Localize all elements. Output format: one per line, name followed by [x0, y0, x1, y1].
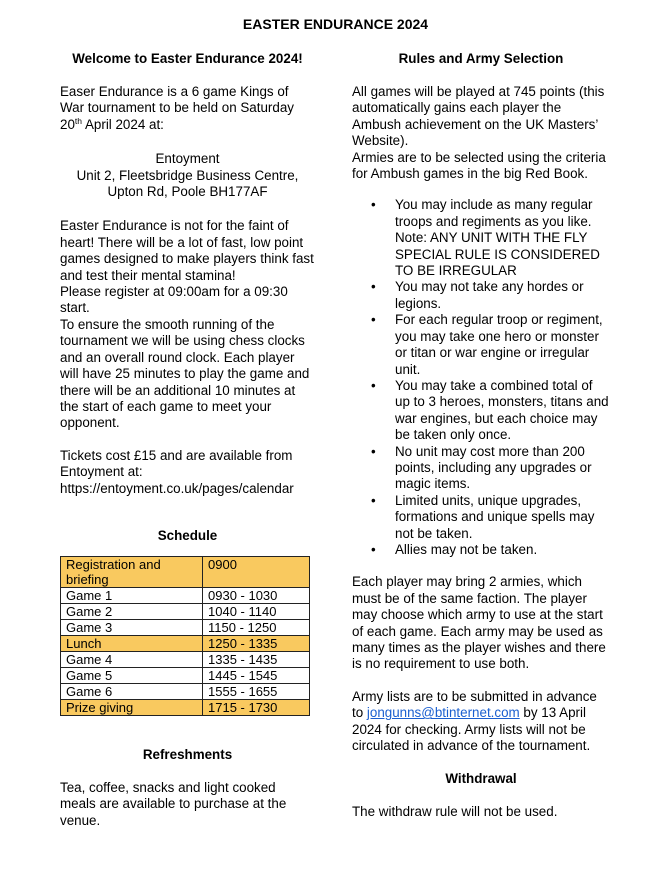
schedule-time: 1715 - 1730	[203, 699, 310, 715]
refreshments-heading: Refreshments	[142, 746, 233, 762]
email-link[interactable]: jongunns@btinternet.com	[366, 705, 520, 721]
tickets-paragraph: Tickets cost £15 and are available from Entoyment at:	[60, 447, 293, 480]
welcome-heading: Welcome to Easter Endurance 2024!	[72, 51, 303, 66]
schedule-time: 1250 - 1335	[203, 635, 310, 651]
schedule-row	[61, 603, 310, 619]
intro-text: Easer Endurance is a 6 game Kings of War tournament to be held on Saturday 20	[60, 84, 294, 132]
schedule-time: 1335 - 1435	[203, 651, 310, 667]
schedule-time: 1150 - 1250	[203, 619, 310, 635]
schedule-row	[61, 556, 310, 587]
list-item: • You may include as many regular troops and regiments as you like. Note: ANY UNIT WITH THE FLY SPECIAL RULE IS CONSIDERED TO BE IRREGULAR	[395, 197, 610, 279]
refreshments-paragraph: Tea, coffee, snacks and light cooked meals are available to purchase at the venue.	[60, 779, 287, 828]
intro-date-text: April 2024 at:	[82, 116, 164, 132]
withdrawal-paragraph: The withdraw rule will not be used.	[352, 804, 558, 820]
schedule-item: Registration and briefing	[61, 556, 203, 587]
schedule-row	[61, 651, 310, 667]
schedule-row	[61, 635, 310, 651]
list-item: • Limited units, unique upgrades, formations and unique spells may not be taken.	[395, 493, 610, 542]
venue-line-2: Upton Rd, Poole BH177AF	[107, 184, 268, 200]
venue-name: Entoyment	[155, 151, 220, 167]
schedule-time: 1040 - 1140	[203, 603, 310, 619]
schedule-item: Game 1	[61, 587, 203, 603]
page-title: EASTER ENDURANCE 2024	[242, 16, 429, 32]
schedule-time: 1555 - 1655	[203, 683, 310, 699]
rules-heading: Rules and Army Selection	[398, 51, 564, 66]
venue-address	[60, 151, 315, 200]
army-lists-paragraph	[352, 689, 610, 755]
schedule-row	[61, 699, 310, 715]
schedule-item: Game 2	[61, 603, 203, 619]
register-paragraph: Please register at 09:00am for a 09:30 start.	[60, 284, 288, 316]
schedule-item: Game 5	[61, 667, 203, 683]
points-paragraph: All games will be played at 745 points (this automatically gains each player the Ambush achievement on the UK Masters’ Website).	[352, 84, 605, 149]
list-item: • You may not take any hordes or legions.	[395, 279, 610, 312]
schedule-time: 1445 - 1545	[203, 667, 310, 683]
schedule-time: 0930 - 1030	[203, 587, 310, 603]
schedule-time: 0900	[203, 556, 310, 587]
army-lists-deadline-text: by 13 April 2024 for checking. Army lists will not be circulated in advance of the tournament.	[352, 705, 591, 754]
schedule-row	[61, 587, 310, 603]
army-lists-text: Army lists are to be submitted in advance to	[352, 688, 597, 721]
list-item: • No unit may cost more than 200 points, including any upgrades or magic items.	[395, 444, 610, 493]
tickets-url: https://entoyment.co.uk/pages/calendar	[60, 480, 294, 496]
schedule-row	[61, 683, 310, 699]
intro-ordinal: th	[74, 115, 82, 126]
schedule-heading: Schedule	[157, 527, 218, 543]
list-item: • For each regular troop or regiment, you may take one hero or monster or titan or war engine or irregular unit.	[395, 312, 610, 378]
schedule-item: Game 4	[61, 651, 203, 667]
armies-selected-paragraph: Armies are to be selected using the criteria for Ambush games in the big Red Book.	[352, 149, 606, 182]
faint-heart-paragraph: Easter Endurance is not for the faint of heart! There will be a lot of fast, low point games designed to make players think fast and test their mental stamina!	[60, 218, 314, 283]
smooth-running-paragraph: To ensure the smooth running of the tournament we will be using chess clocks and an overall round clock. Each player will have 25 minutes to play the game and there will be an additional 10 minutes at the start of each game to meet your opponent.	[60, 316, 310, 431]
schedule-item: Prize giving	[61, 699, 203, 715]
left-column	[60, 48, 315, 829]
schedule-item: Game 3	[61, 619, 203, 635]
schedule-item: Game 6	[61, 683, 203, 699]
schedule-row	[61, 667, 310, 683]
list-item: • You may take a combined total of up to 3 heroes, monsters, titans and war engines, but each choice may be taken only once.	[395, 378, 610, 444]
schedule-row	[61, 619, 310, 635]
right-column	[352, 48, 610, 821]
schedule-table	[60, 556, 310, 716]
venue-line-1: Unit 2, Fleetsbridge Business Centre,	[76, 167, 299, 183]
schedule-item: Lunch	[61, 635, 203, 651]
intro-paragraph	[60, 84, 315, 133]
withdrawal-heading: Withdrawal	[445, 771, 517, 787]
list-item: • Allies may not be taken.	[395, 542, 610, 558]
rules-list	[352, 197, 610, 558]
two-armies-paragraph: Each player may bring 2 armies, which must be of the same faction. The player may choose which army to use at the start of each game. Each army may be used as many times as the player wishes and there is no requirement to use both.	[352, 574, 606, 672]
